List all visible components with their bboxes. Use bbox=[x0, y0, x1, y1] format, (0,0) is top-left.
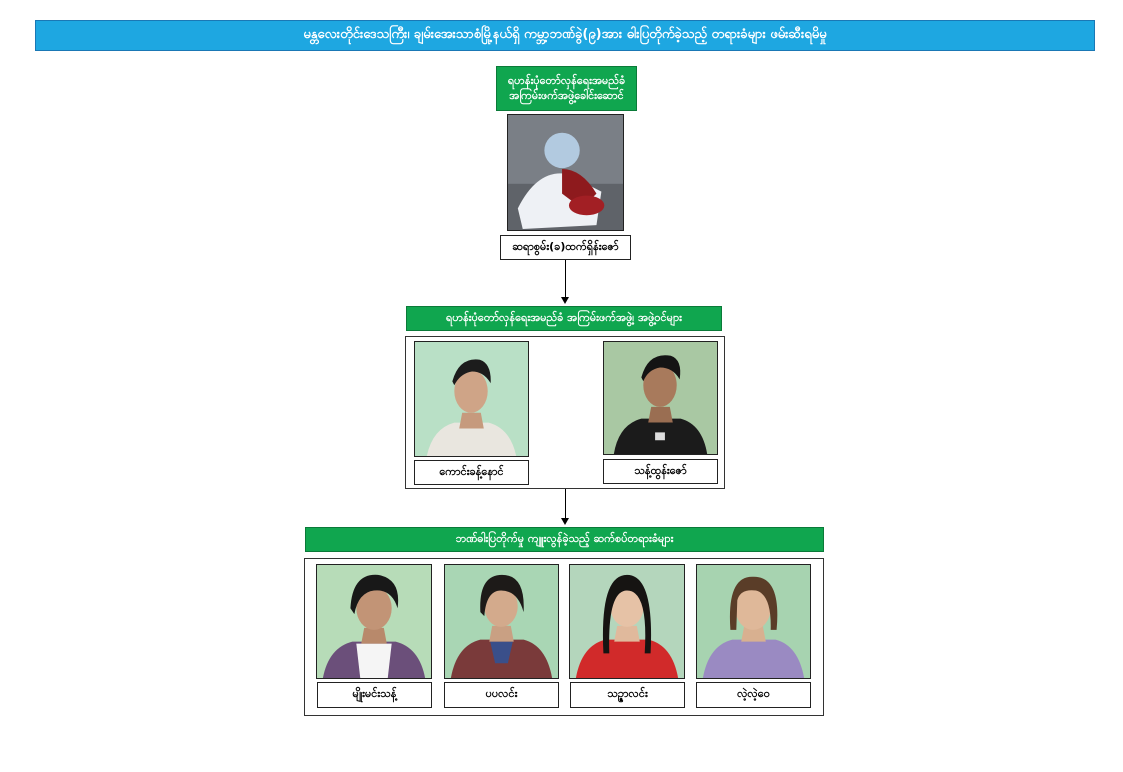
accomplice-name-2: ပပလင်း bbox=[485, 687, 518, 700]
member-name-box-2 bbox=[603, 459, 718, 484]
accomplice-photo-2 bbox=[444, 564, 559, 679]
accomplice-4-portrait bbox=[697, 565, 810, 678]
leader-name-box bbox=[500, 235, 631, 260]
accomplice-name-box-2 bbox=[444, 682, 559, 708]
member-name-1: ကောင်းခန့်နောင် bbox=[439, 464, 504, 478]
accomplice-name-box-4 bbox=[696, 682, 811, 708]
accomplice-photo-4 bbox=[696, 564, 811, 679]
leader-photo-image bbox=[508, 115, 623, 230]
leader-photo bbox=[507, 114, 624, 231]
members-heading-label: ရဟန်းပုံတော်လှန်ရေးအမည်ခံ အကြမ်းဖက်အဖွဲ့၊ အဖွဲ့ဝင်များ bbox=[446, 311, 682, 325]
connector-line-1 bbox=[565, 260, 566, 298]
page-title: မန္တလေးတိုင်းဒေသကြီး၊ ချမ်းအေးသာစံမြို့နယ်ရှိ ကမ္ဘာ့ဘဏ်ခွဲ(၉)အား ဓါးပြတိုက်ခဲ့သည့် တရားခံများ ဖမ်းဆီးရမိမှု bbox=[35, 20, 1095, 51]
members-heading bbox=[406, 306, 722, 331]
member-name-box-1 bbox=[414, 460, 529, 485]
arrow-down-icon bbox=[561, 518, 569, 525]
accomplice-name-4: လဲ့လဲ့ဝေ bbox=[737, 687, 770, 700]
accomplice-photo-1 bbox=[316, 564, 432, 679]
accomplices-heading-label: ဘဏ်ဓါးပြတိုက်မှု ကျူးလွန်ခဲ့သည့် ဆက်စပ်တရားခံများ bbox=[455, 532, 674, 546]
leader-heading-label: ရဟန်းပုံတော်လှန်ရေးအမည်ခံ အကြမ်းဖက်အဖွဲ့ခေါင်းဆောင် bbox=[507, 73, 626, 102]
leader-heading bbox=[496, 66, 637, 111]
accomplice-name-box-3 bbox=[570, 682, 685, 708]
accomplice-3-portrait bbox=[570, 565, 684, 678]
connector-line-2 bbox=[565, 489, 566, 519]
member-photo-1 bbox=[414, 341, 529, 457]
accomplice-2-portrait bbox=[445, 565, 558, 678]
accomplices-heading bbox=[305, 527, 824, 552]
member-1-portrait bbox=[415, 342, 528, 456]
member-2-portrait bbox=[604, 342, 717, 454]
leader-name: ဆရာစွမ်း(ခ)ထက်ရှိန်းဇော် bbox=[512, 239, 619, 253]
accomplice-name-1: မျိုးမင်းသန့် bbox=[352, 687, 397, 700]
member-photo-2 bbox=[603, 341, 718, 455]
accomplice-photo-3 bbox=[569, 564, 685, 679]
member-name-2: သန့်ထွန်းဇော် bbox=[634, 463, 687, 477]
arrow-down-icon bbox=[561, 297, 569, 304]
accomplice-name-box-1 bbox=[317, 682, 432, 708]
accomplice-name-3: သဉ္ဇာလင်း bbox=[607, 687, 648, 700]
accomplice-1-portrait bbox=[317, 565, 431, 678]
